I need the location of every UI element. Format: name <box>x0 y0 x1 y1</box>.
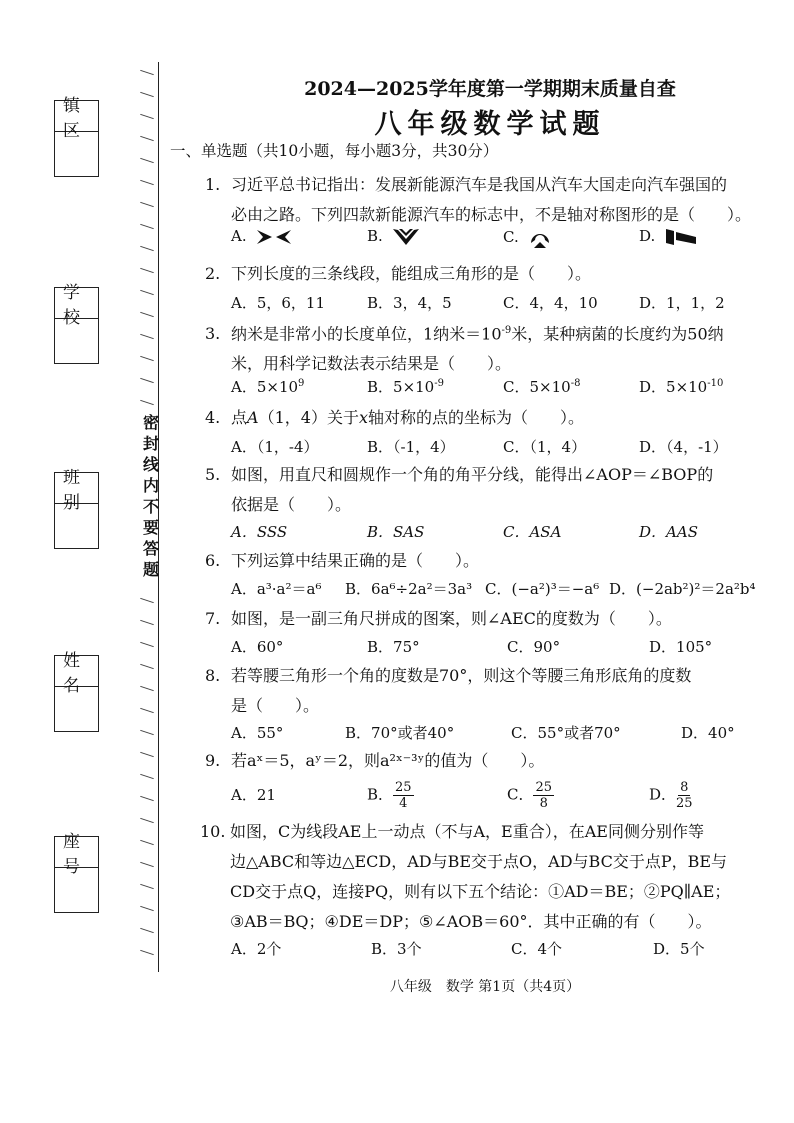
seal-dash <box>140 158 154 163</box>
seal-dash <box>140 796 154 801</box>
seal-dash <box>140 840 154 845</box>
field-box-class <box>54 468 99 549</box>
options-q2 <box>231 292 771 318</box>
question-5 <box>205 460 760 520</box>
option-c[interactable]: C．(−a²)³＝−a⁶ <box>485 580 600 598</box>
option-d[interactable]: D．$5\times 10^{-10}$ <box>639 378 724 396</box>
question-text: 纳米是非常小的长度单位，1纳米＝10 <box>231 324 502 344</box>
options-q7 <box>231 636 771 662</box>
option-a[interactable]: A．SSS <box>231 523 288 541</box>
option-d[interactable]: D．1，1，2 <box>639 294 725 312</box>
question-number: 10. <box>200 822 226 841</box>
x-logo-icon <box>255 228 293 246</box>
seal-dash <box>140 642 154 647</box>
option-b[interactable]: B．70°或者40° <box>345 724 455 742</box>
options-q4 <box>231 436 771 462</box>
option-c[interactable]: C．ASA <box>503 523 562 541</box>
question-text: 习近平总书记指出：发展新能源汽车是我国从汽车大国走向汽车强国的 <box>231 175 728 194</box>
ring-logo-icon <box>528 227 552 249</box>
seal-dash <box>140 906 154 911</box>
question-2 <box>205 259 760 289</box>
options-q10 <box>231 938 771 964</box>
question-number: 8. <box>205 666 221 685</box>
seal-dash <box>140 862 154 867</box>
seal-dash <box>140 620 154 625</box>
seal-dash <box>140 312 154 317</box>
field-label: 班别 <box>55 473 98 504</box>
question-text: 依据是（ ）。 <box>231 495 352 514</box>
flag-logo-icon <box>664 228 698 246</box>
field-box-town <box>54 96 99 177</box>
options-q8 <box>231 722 771 748</box>
question-text: 如图，用直尺和圆规作一个角的角平分线，能得出∠AOP＝∠BOP的 <box>231 465 714 484</box>
option-a[interactable]: A．a³·a²＝a⁶ <box>231 580 322 598</box>
seal-dash <box>140 246 154 251</box>
option-b[interactable]: B．3个 <box>371 940 422 958</box>
question-number: 3. <box>205 324 221 344</box>
question-4: 4. 点A（1，4）关于x轴对称的点的坐标为（ ）。 <box>205 403 760 433</box>
option-a[interactable]: A．2个 <box>231 940 282 958</box>
field-label: 学校 <box>55 288 98 319</box>
option-b[interactable]: B．75° <box>367 638 420 656</box>
question-number: 7. <box>205 609 221 628</box>
question-text: 如图，是一副三角尺拼成的图案，则∠AEC的度数为（ ）。 <box>231 609 672 628</box>
option-a[interactable]: A．（1，-4） <box>231 438 319 456</box>
field-box-seat <box>54 832 99 913</box>
option-a[interactable]: A．55° <box>231 724 284 742</box>
option-b[interactable]: B．SAS <box>367 523 425 541</box>
option-d[interactable]: D．AAS <box>639 523 698 541</box>
options-q1 <box>231 227 771 253</box>
option-c[interactable]: C． $\frac{25}{8}$ <box>507 780 553 811</box>
option-d[interactable]: D．105° <box>649 638 713 656</box>
page-footer: 八年级 数学 第1页（共4页） <box>389 979 581 995</box>
seal-dash <box>140 356 154 361</box>
option-c[interactable]: C．$5\times 10^{-8}$ <box>503 378 581 396</box>
question-number: 2. <box>205 264 221 283</box>
option-b[interactable]: B．$5\times 10^{-9}$ <box>367 378 444 396</box>
option-c[interactable]: C．90° <box>507 638 561 656</box>
field-box-name <box>54 651 99 732</box>
options-q3 <box>231 376 771 402</box>
seal-dash <box>140 730 154 735</box>
section-heading: 一、单选题（共10小题，每小题3分，共30分） <box>170 142 499 160</box>
option-c[interactable]: C．4个 <box>511 940 563 958</box>
question-text: 若aˣ＝5，aʸ＝2，则a²ˣ⁻³ʸ的值为（ ）。 <box>231 751 545 770</box>
option-b[interactable]: B. <box>367 227 420 247</box>
option-d[interactable]: D. <box>639 227 698 246</box>
exponent: -9 <box>501 325 512 336</box>
seal-dash <box>140 136 154 141</box>
seal-dash <box>140 752 154 757</box>
field-label: 姓名 <box>55 656 98 687</box>
field-label: 镇区 <box>55 101 98 132</box>
v-wing-logo-icon <box>392 227 420 247</box>
option-c[interactable]: C. <box>503 227 552 249</box>
question-text: 边△ABC和等边△ECD，AD与BE交于点O，AD与BC交于点P，BE与 <box>230 852 728 871</box>
question-text: 下列长度的三条线段，能组成三角形的是（ ）。 <box>231 264 592 283</box>
seal-dash <box>140 334 154 339</box>
question-number: 9. <box>205 751 221 770</box>
question-10 <box>200 817 770 937</box>
seal-dash <box>140 708 154 713</box>
fraction: $\frac{25}{4}$ <box>395 780 412 811</box>
question-text: 米，某种病菌的长度约为50纳 <box>511 324 724 344</box>
question-8 <box>205 661 760 721</box>
options-q6 <box>231 578 771 604</box>
option-b[interactable]: B． $\frac{25}{4}$ <box>367 780 412 811</box>
option-d[interactable]: D．40° <box>681 724 735 742</box>
question-text: CD交于点Q，连接PQ，则有以下五个结论：①AD＝BE；②PQ∥AE； <box>230 882 731 901</box>
option-a[interactable]: A．$5\times 10^9$ <box>231 378 305 396</box>
field-label: 座号 <box>55 837 98 868</box>
question-1 <box>205 170 760 230</box>
option-b[interactable]: B．（-1，4） <box>367 438 455 456</box>
question-text: 米，用科学记数法表示结果是（ ）。 <box>231 354 512 374</box>
seal-dash <box>140 180 154 185</box>
question-text: 必由之路。下列四款新能源汽车的标志中，不是轴对称图形的是（ ）。 <box>231 205 752 224</box>
seal-dash <box>140 70 154 75</box>
question-9 <box>205 746 760 776</box>
option-a[interactable]: A．5，6，11 <box>231 294 326 312</box>
option-c[interactable]: C．（1，4） <box>503 438 587 456</box>
options-q9 <box>231 780 771 816</box>
seal-dash <box>140 202 154 207</box>
fraction: $\frac{8}{25}$ <box>676 780 693 811</box>
question-3 <box>205 316 760 379</box>
seal-dash <box>140 378 154 383</box>
option-d[interactable]: D． $\frac{8}{25}$ <box>649 780 693 811</box>
seal-dash <box>140 928 154 933</box>
question-text: 是（ ）。 <box>231 696 320 715</box>
question-6 <box>205 546 760 576</box>
question-text: 如图，C为线段AE上一动点（不与A，E重合），在AE同侧分别作等 <box>230 822 704 841</box>
seal-dash <box>140 224 154 229</box>
question-number: 1. <box>205 175 221 194</box>
seal-dash <box>140 92 154 97</box>
question-text: 下列运算中结果正确的是（ ）。 <box>231 551 480 570</box>
option-b[interactable]: B．3，4，5 <box>367 294 452 312</box>
fraction: $\frac{25}{8}$ <box>535 780 553 811</box>
question-number: 5. <box>205 465 221 484</box>
seal-dash <box>140 598 154 603</box>
seal-dash <box>140 114 154 119</box>
question-text: ③AB＝BQ；④DE＝DP；⑤∠AOB＝60°．其中正确的有（ ）。 <box>230 912 712 931</box>
field-box-school <box>54 283 99 364</box>
exam-title: 2024—2025学年度第一学期期末质量自查 <box>304 78 676 100</box>
option-c[interactable]: C．55°或者70° <box>511 724 621 742</box>
option-a[interactable]: A．21 <box>231 786 276 804</box>
option-d[interactable]: D．（4，-1） <box>639 438 728 456</box>
option-a[interactable]: A. <box>231 227 293 246</box>
option-d[interactable]: D．5个 <box>653 940 705 958</box>
seal-dash <box>140 268 154 273</box>
seal-dash <box>140 950 154 955</box>
option-b[interactable]: B．6a⁶÷2a²＝3a³ <box>345 580 473 598</box>
seal-dash <box>140 400 154 405</box>
seal-dash <box>140 290 154 295</box>
seal-text: 密封线内不要答题 <box>142 413 159 579</box>
seal-dash <box>140 664 154 669</box>
option-c[interactable]: C．4，4，10 <box>503 294 598 312</box>
option-a[interactable]: A．60° <box>231 638 284 656</box>
seal-dash <box>140 686 154 691</box>
seal-dash <box>140 884 154 889</box>
seal-dash <box>140 818 154 823</box>
seal-dash <box>140 774 154 779</box>
question-7 <box>205 604 760 634</box>
question-number: 4. <box>205 408 221 427</box>
option-d[interactable]: D．(−2ab²)²＝2a²b⁴ <box>609 580 756 598</box>
question-text: 若等腰三角形一个角的度数是70°，则这个等腰三角形底角的度数 <box>231 666 692 685</box>
exam-subtitle: 八年级数学试题 <box>374 109 606 140</box>
question-number: 6. <box>205 551 221 570</box>
options-q5 <box>231 521 771 547</box>
